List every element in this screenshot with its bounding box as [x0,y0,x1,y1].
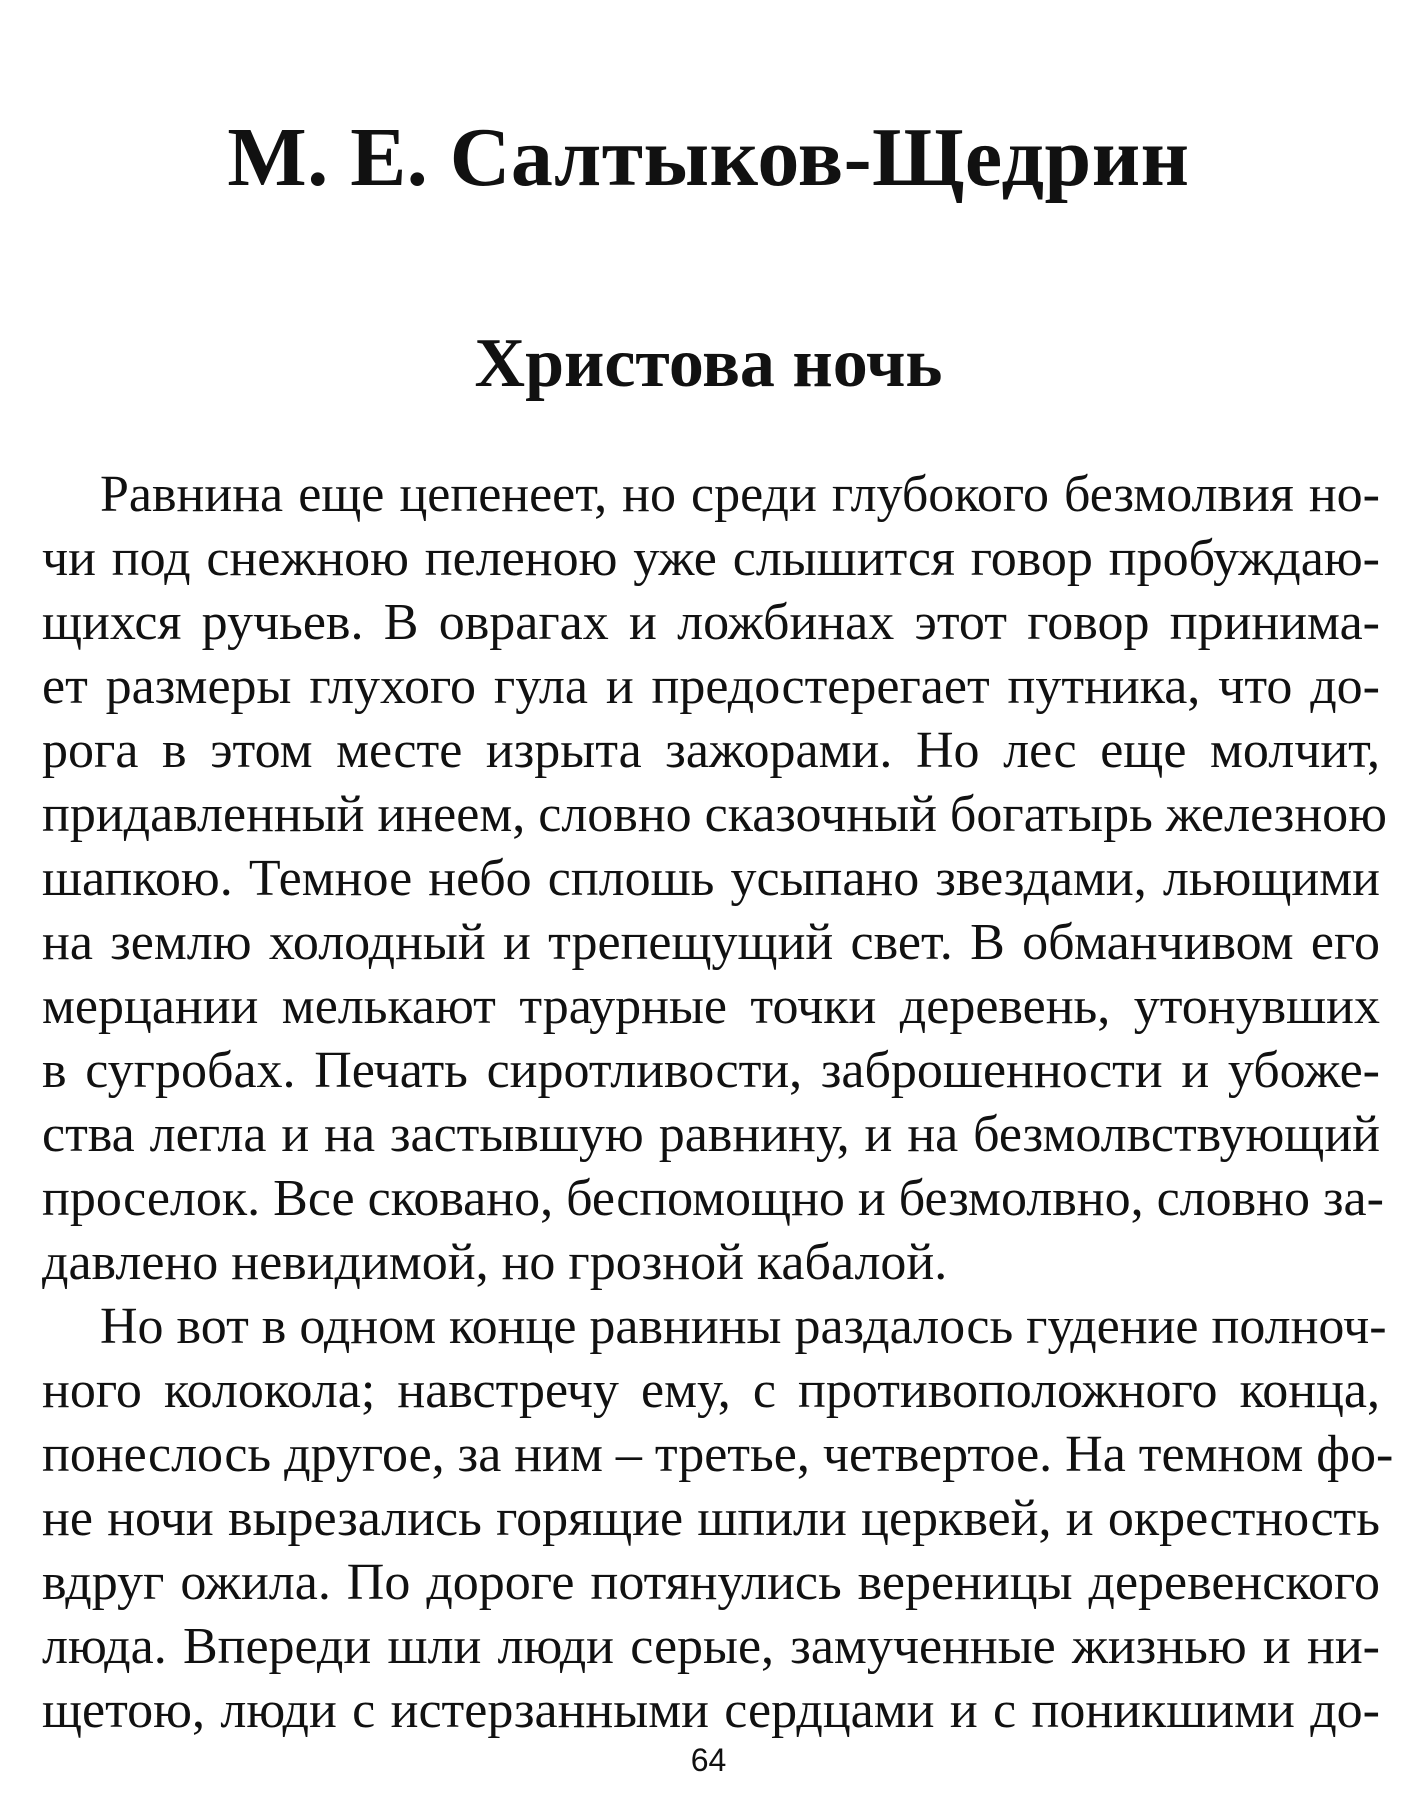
text-line: щихся ручьев. В оврагах и ложбинах этот говор принима- [42,594,1380,651]
body-text [42,463,1394,1743]
paragraph [42,463,1388,1295]
text-line: в сугробах. Печать сиротливости, заброшенности и убоже- [42,1042,1380,1099]
text-line: шапкою. Темное небо сплошь усыпано звездами, льющими [42,850,1380,907]
text-line: щетою, люди с истерзанными сердцами и с поникшими до- [42,1682,1380,1739]
text-line: ет размеры глухого гула и предостерегает путника, что до- [42,658,1380,715]
text-line: ства легла и на застывшую равнину, и на безмолвствующий [42,1106,1380,1163]
text-line: вдруг ожила. По дороге потянулись вереницы деревенского [42,1554,1380,1611]
text-line: Но вот в одном конце равнины раздалось гудение полноч- [100,1298,1387,1355]
text-line: давлено невидимой, но грозной кабалой. [42,1234,948,1291]
text-line: люда. Впереди шли люди серые, замученные жизнью и ни- [42,1618,1380,1675]
text-line: понеслось другое, за ним – третье, четвертое. На темном фо- [42,1426,1394,1483]
text-line: на землю холодный и трепещущий свет. В обманчивом его [42,914,1380,971]
text-line: придавленный инеем, словно сказочный богатырь железною [42,786,1388,843]
story-title: Христова ночь [474,325,943,402]
paragraph [42,1295,1394,1743]
text-line: Равнина еще цепенеет, но среди глубокого безмолвия но- [100,466,1380,523]
author-heading: М. Е. Салтыков-Щедрин [227,111,1190,204]
text-line: мерцании мелькают траурные точки деревень, утонувших [42,978,1380,1035]
text-line: рога в этом месте изрыта зажорами. Но лес еще молчит, [42,722,1380,779]
text-line: не ночи вырезались горящие шпили церквей, и окрестность [42,1490,1380,1547]
page-number: 64 [690,1742,727,1778]
text-line: чи под снежною пеленою уже слышится говор пробуждаю- [42,530,1380,587]
text-line: ного колокола; навстречу ему, с противоположного конца, [42,1362,1380,1419]
text-line: проселок. Все сковано, беспомощно и безмолвно, словно за- [42,1170,1384,1227]
